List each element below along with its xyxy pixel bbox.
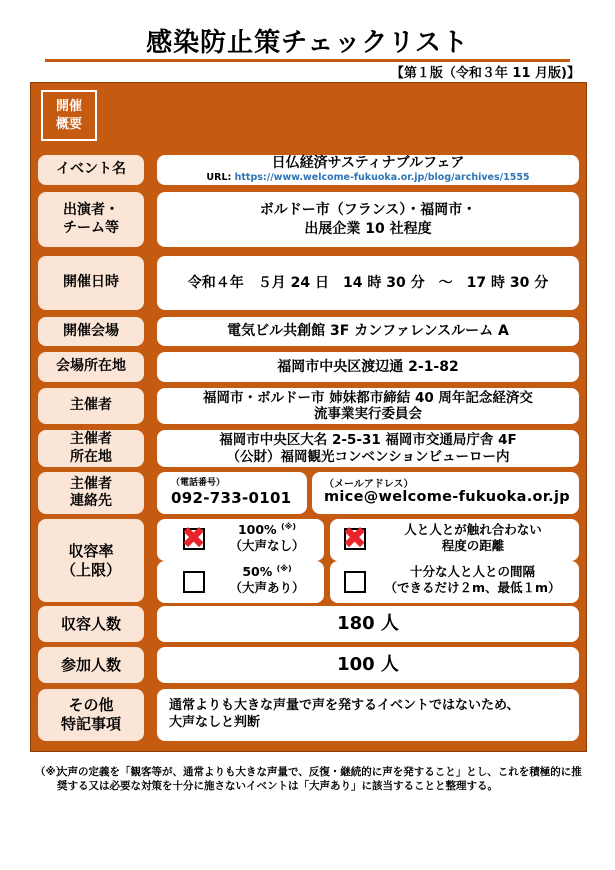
capacity-50-note: (※)	[276, 564, 292, 573]
capacity-100-text	[217, 522, 317, 555]
capacity-50-text	[217, 564, 317, 597]
performers-label: 出演者・ チーム等	[38, 192, 144, 247]
event-name-value	[157, 155, 579, 185]
organizer-value	[157, 388, 579, 424]
venue-address-value: 福岡市中央区渡辺通 2-1-82	[157, 352, 579, 382]
mail-box	[312, 472, 579, 514]
edition-label: 【第１版（令和３年 11 月版)】	[390, 66, 580, 81]
event-url-line	[206, 172, 529, 184]
capacity-spacing-line1: 十分な人と人との間隔	[409, 564, 535, 579]
footnote	[35, 765, 590, 793]
mail-address[interactable]: mice@welcome-fukuoka.or.jp	[324, 489, 570, 505]
event-name-text: 日仏経済サスティナブルフェア	[271, 154, 465, 171]
organizer-line2: 流事業実行委員会	[314, 406, 422, 422]
capacity-distance-line2: 程度の距離	[441, 538, 505, 554]
organizer-address-line2: （公財）福岡観光コンベンションビューロー内	[226, 448, 510, 465]
contact-label: 主催者 連絡先	[38, 472, 144, 514]
footnote-mark: （※）	[35, 766, 67, 778]
capacity-100-line2: （大声なし）	[229, 538, 305, 554]
capacity-distance-line1: 人と人とが触れ合わない	[404, 522, 542, 537]
organizer-address-value	[157, 430, 579, 467]
capacity-spacing-text	[370, 564, 575, 597]
organizer-address-line1: 福岡市中央区大名 2-5-31 福岡市交通局庁舎 4F	[219, 432, 517, 449]
organizer-address-label: 主催者 所在地	[38, 430, 144, 467]
venue-address-label: 会場所在地	[38, 352, 144, 382]
checkbox-50[interactable]	[183, 571, 205, 593]
remarks-value	[157, 689, 579, 741]
checkbox-spacing[interactable]	[344, 571, 366, 593]
capacity-50-line1: 50%	[242, 564, 273, 579]
event-url-link[interactable]: https://www.welcome-fukuoka.or.jp/blog/archives/1555	[234, 171, 530, 183]
performers-line1: ボルドー市（フランス）・福岡市・	[259, 202, 477, 219]
url-prefix: URL:	[206, 171, 232, 183]
venue-label: 開催会場	[38, 317, 144, 346]
participants-value: 100 人	[157, 647, 579, 683]
performers-value	[157, 192, 579, 247]
capacity-option-100	[157, 519, 324, 561]
date-label: 開催日時	[38, 256, 144, 310]
remarks-line1: 通常よりも大きな声量で声を発するイベントではないため、	[169, 698, 520, 714]
capacity-spacing-line2: （できるだけ２m、最低１m）	[384, 580, 561, 596]
remarks-line2: 大声なしと判断	[169, 715, 261, 730]
capacity-count-label: 収容人数	[38, 606, 144, 642]
capacity-100-note: (※)	[280, 522, 297, 531]
capacity-count-value: 180 人	[157, 606, 579, 642]
venue-value: 電気ビル共創館 3F カンファレンスルーム A	[157, 317, 579, 346]
event-name-label: イベント名	[38, 155, 144, 185]
page-title: 感染防止策チェックリスト	[146, 28, 469, 58]
phone-box	[157, 472, 307, 514]
organizer-line1: 福岡市・ボルドー市 姉妹都市締結 40 周年記念経済交	[203, 389, 533, 406]
capacity-option-50	[157, 561, 324, 603]
capacity-100-line1: 100%	[237, 522, 277, 537]
organizer-label: 主催者	[38, 388, 144, 424]
capacity-option-distance	[330, 519, 579, 561]
performers-line2: 出展企業 10 社程度	[304, 220, 432, 237]
capacity-50-line2: （大声あり）	[229, 580, 305, 596]
footnote-text: 大声の定義を「観客等が、通常よりも大きな声量で、反復・継続的に声を発すること」とし、これを積極的に推奨する又は必要な対策を十分に施さないイベントは「大声あり」に該当することと整理する。	[57, 766, 582, 793]
participants-label: 参加人数	[38, 647, 144, 683]
remarks-label: その他 特記事項	[38, 689, 144, 741]
capacity-option-spacing	[330, 561, 579, 603]
date-value: 令和４年 ５月 24 日 14 時 30 分 ～ 17 時 30 分	[157, 256, 579, 310]
x-mark-icon: ✖	[181, 521, 207, 556]
capacity-label: 収容率 （上限）	[38, 519, 144, 602]
phone-number[interactable]: 092-733-0101	[171, 489, 292, 507]
capacity-distance-text	[378, 522, 568, 555]
summary-tag: 開催 概要	[41, 90, 97, 141]
phone-caption: （電話番号）	[171, 478, 226, 488]
mail-caption: （メールアドレス）	[324, 479, 414, 490]
x-mark-icon: ✖	[342, 521, 368, 556]
